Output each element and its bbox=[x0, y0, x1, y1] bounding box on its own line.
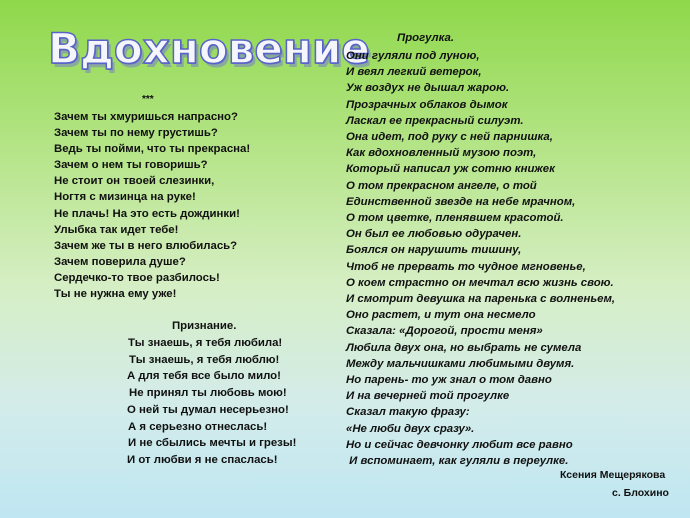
poem-line: О том цветке, пленявшем красотой. bbox=[346, 212, 564, 225]
poem-line: И смотрит девушка на паренька с волненьем, bbox=[346, 293, 616, 306]
poem-line: Она идет, под руку с ней парнишка, bbox=[346, 131, 553, 144]
place-signature: с. Блохино bbox=[612, 487, 669, 499]
poem-line: Ты знаешь, я тебя люблю! bbox=[129, 353, 280, 366]
poem-line: И не сбылись мечты и грезы! bbox=[128, 437, 297, 450]
page-title: Вдохновение bbox=[48, 24, 370, 73]
poem-line: Между мальчишками любимыми двумя. bbox=[346, 357, 575, 370]
poem-line: Ногтя с мизинца на руке! bbox=[54, 191, 196, 204]
poem-line: Оно растет, и тут она несмело bbox=[346, 309, 536, 322]
poem-line: Ты знаешь, я тебя любила! bbox=[128, 337, 283, 349]
poem-line: Уж воздух не дышал жарою. bbox=[346, 82, 510, 95]
poem-line: Зачем ты хмуришься напрасно? bbox=[54, 111, 238, 123]
poem-line: Который написал уж сотню книжек bbox=[346, 163, 555, 176]
poem-line: И веял легкий ветерок, bbox=[346, 66, 482, 79]
poem-line: Боялся он нарушить тишину, bbox=[346, 244, 522, 257]
poem2-body bbox=[127, 335, 296, 469]
poem-line: Он был ее любовью одурачен. bbox=[346, 228, 522, 241]
poem-line: Чтоб не прервать то чудное мгновенье, bbox=[346, 260, 586, 273]
poem-line: О коем страстно он мечтал всю жизнь свою. bbox=[346, 276, 614, 289]
poem-line: А для тебя все было мило! bbox=[127, 370, 281, 383]
poem-line: О том прекрасном ангеле, о той bbox=[346, 179, 537, 192]
poem-line: И на вечерней той прогулке bbox=[346, 390, 510, 403]
poem-line: Но парень- то уж знал о том давно bbox=[346, 374, 552, 387]
poem1-stars: *** bbox=[142, 94, 154, 105]
poem-line: Не плачь! На это есть дождинки! bbox=[54, 207, 240, 220]
poem-line: Ты не нужна ему уже! bbox=[54, 288, 177, 301]
poem-line: О ней ты думал несерьезно! bbox=[127, 403, 289, 416]
poem-line: «Не люби двух сразу». bbox=[346, 422, 475, 435]
poem-line: Сказала: «Дорогой, прости меня» bbox=[346, 325, 543, 338]
poem3-body bbox=[346, 48, 615, 469]
poem-line: Сказал такую фразу: bbox=[346, 406, 470, 419]
poem-line: Как вдохновленный музою поэт, bbox=[346, 147, 537, 160]
poem-line: Любила двух она, но выбрать не сумела bbox=[346, 341, 582, 354]
poem-line: И вспоминает, как гуляли в переулке. bbox=[346, 455, 569, 468]
poem-line: И от любви я не спаслась! bbox=[127, 453, 278, 466]
poem-line: А я серьезно отнеслась! bbox=[128, 420, 268, 433]
poem-line: Улыбка так идет тебе! bbox=[54, 223, 179, 236]
poem-line: Не принял ты любовь мою! bbox=[129, 387, 287, 400]
author-signature: Ксения Мещерякова bbox=[560, 469, 666, 481]
poem-line: Зачем о нем ты говоришь? bbox=[54, 159, 208, 172]
poem-line: Зачем же ты в него влюбилась? bbox=[54, 239, 238, 252]
poem3-title: Прогулка. bbox=[397, 32, 455, 44]
poem-line: Ласкал ее прекрасный силуэт. bbox=[346, 114, 524, 127]
poem-line: Прозрачных облаков дымок bbox=[346, 98, 508, 111]
poem-line: Зачем ты по нему грустишь? bbox=[54, 127, 218, 140]
poem-line: Единственной звезде на небе мрачном, bbox=[346, 195, 576, 208]
poem-line: Сердечко-то твое разбилось! bbox=[54, 271, 220, 284]
poem1-body bbox=[54, 109, 250, 302]
poem-line: Они гуляли под луною, bbox=[346, 50, 480, 62]
poem2-title: Признание. bbox=[172, 320, 237, 332]
poem-line: Но и сейчас девчонку любит все равно bbox=[346, 438, 573, 451]
poem-line: Зачем поверила душе? bbox=[54, 255, 186, 268]
poem-line: Не стоит он твоей слезинки, bbox=[54, 175, 215, 188]
poem-line: Ведь ты пойми, что ты прекрасна! bbox=[54, 143, 251, 156]
